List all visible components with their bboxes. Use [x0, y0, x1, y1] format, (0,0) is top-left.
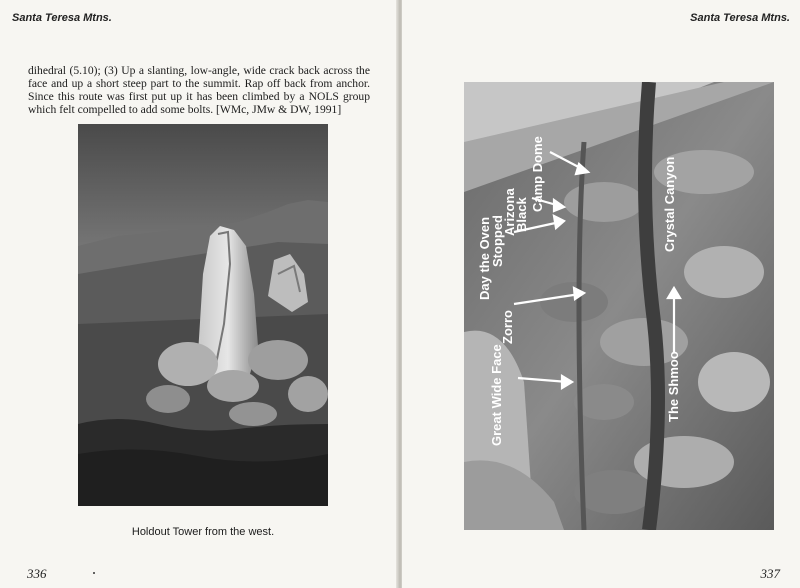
label-great-wide-face: Great Wide Face — [489, 344, 504, 446]
right-page-number: 337 — [760, 566, 780, 581]
label-zorro: Zorro — [500, 310, 515, 344]
label-black: Black — [514, 197, 529, 232]
annotated-cliff-photo — [464, 82, 774, 530]
label-the-shmoo: The Shmoo — [666, 351, 681, 422]
photo-caption: Holdout Tower from the west. — [131, 526, 275, 538]
right-page — [402, 0, 800, 588]
label-crystal-canyon: Crystal Canyon — [662, 156, 677, 252]
label-arizona: Arizona — [502, 188, 517, 236]
left-page — [0, 0, 398, 588]
right-running-header: Santa Teresa Mtns. — [690, 12, 790, 24]
route-description: dihedral (5.10); (3) Up a slanting, low-angle, wide crack back across the face and up a short steep part to the summit. Rap off back from anchor. Since this route was first put up it has been climbed by a NOLS group which felt compelled to add some bolts. [WMc, JMw & DW, 1991] — [28, 64, 370, 116]
label-stopped: Stopped — [490, 215, 505, 267]
label-day-the-oven: Day the Oven — [477, 216, 492, 300]
left-page-number: 336 — [27, 566, 47, 581]
holdout-tower-photo — [78, 124, 328, 506]
left-running-header: Santa Teresa Mtns. — [12, 12, 112, 24]
page-dot — [93, 572, 95, 574]
label-camp-dome: Camp Dome — [530, 136, 545, 212]
